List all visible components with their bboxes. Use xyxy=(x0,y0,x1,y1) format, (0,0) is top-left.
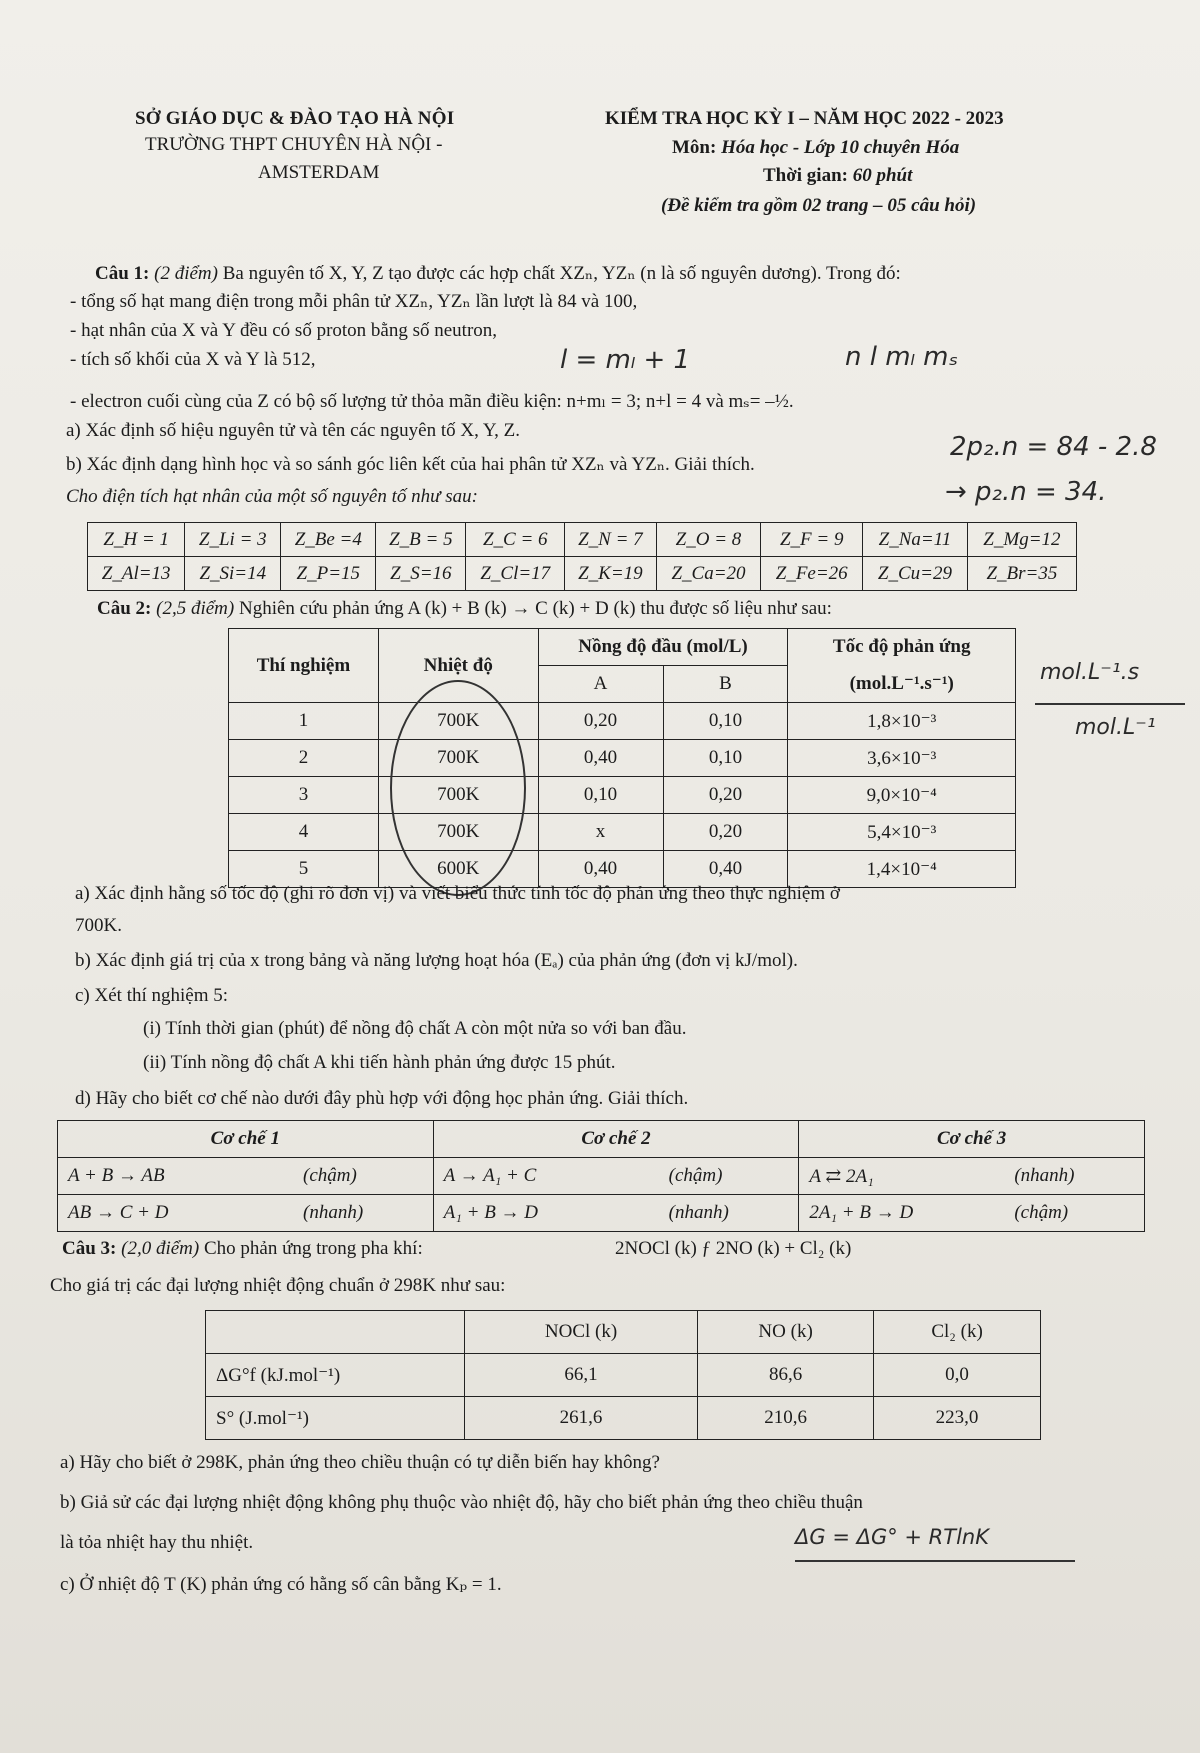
q1-part-b: b) Xác định dạng hình học và so sánh góc liên kết của hai phân tử XZₙ và YZₙ. Giải thích. xyxy=(66,454,755,475)
handwritten-note-5: mol.L⁻¹.s xyxy=(1040,660,1140,685)
q1-bullet-2: - hạt nhân của X và Y đều có số proton bằng số neutron, xyxy=(70,320,498,341)
table-header-row xyxy=(206,1311,1041,1354)
table-row xyxy=(88,523,1077,557)
mech-2-rate-2: (nhanh) xyxy=(659,1195,799,1232)
exam-title: KIỂM TRA HỌC KỲ I – NĂM HỌC 2022 - 2023 xyxy=(605,108,1004,129)
table-cell: Z_Fe=26 xyxy=(761,557,863,591)
mech-2-title: Cơ chế 2 xyxy=(433,1121,799,1158)
col-temp: Nhiệt độ xyxy=(378,629,538,703)
table-cell: 0,20 xyxy=(538,703,663,740)
q3-label: Câu 3: xyxy=(62,1238,117,1259)
table-row xyxy=(58,1195,1145,1232)
thermo-corner xyxy=(206,1311,465,1354)
table-cell: Z_O = 8 xyxy=(656,523,761,557)
table-cell: x xyxy=(538,814,663,851)
thermo-table xyxy=(205,1310,1041,1440)
mech-3-rate-1: (nhanh) xyxy=(1004,1158,1144,1195)
table-cell: Z_Mg=12 xyxy=(967,523,1076,557)
table-cell: 3,6×10⁻³ xyxy=(788,740,1016,777)
q3-part-c: c) Ở nhiệt độ T (K) phản ứng có hằng số cân bằng Kₚ = 1. xyxy=(60,1574,502,1595)
table-cell: 210,6 xyxy=(698,1397,874,1440)
table-row xyxy=(229,851,1016,888)
table-cell: 5,4×10⁻³ xyxy=(788,814,1016,851)
mech-3-rate-2: (chậm) xyxy=(1004,1195,1144,1232)
q2-intro-text: Nghiên cứu phản ứng A (k) + B (k) → C (k) + D (k) thu được số liệu như sau: xyxy=(238,598,832,619)
table-cell: 223,0 xyxy=(874,1397,1041,1440)
table-cell: 0,10 xyxy=(538,777,663,814)
table-row xyxy=(206,1397,1041,1440)
handwritten-note-3: 2p₂.n = 84 - 2.8 xyxy=(950,432,1157,462)
q1-intro xyxy=(95,262,901,285)
table-cell: 2 xyxy=(229,740,379,777)
mech-2-rate-1: (chậm) xyxy=(659,1158,799,1195)
q3-given: Cho giá trị các đại lượng nhiệt động chuẩn ở 298K như sau: xyxy=(50,1275,506,1296)
handwritten-fraction-bar xyxy=(1035,703,1185,705)
q1-bullet-4: - electron cuối cùng của Z có bộ số lượng tử thỏa mãn điều kiện: n+mₗ = 3; n+l = 4 và mₛ= –½. xyxy=(70,391,794,412)
exam-note: (Đề kiểm tra gồm 02 trang – 05 câu hỏi) xyxy=(661,195,977,216)
table-cell: 700K xyxy=(378,777,538,814)
time-label: Thời gian: xyxy=(763,165,848,186)
mech-1-step-1: A + B → AB xyxy=(58,1158,294,1195)
q2-part-c-ii: (ii) Tính nồng độ chất A khi tiến hành phản ứng được 15 phút. xyxy=(143,1052,616,1073)
table-cell: 1 xyxy=(229,703,379,740)
table-cell: Z_Cu=29 xyxy=(863,557,968,591)
col-conc: Nồng độ đầu (mol/L) xyxy=(538,629,788,666)
table-cell: Z_F = 9 xyxy=(761,523,863,557)
row-label-dg: ΔG°f (kJ.mol⁻¹) xyxy=(206,1354,465,1397)
table-cell: 700K xyxy=(378,703,538,740)
atomic-number-table xyxy=(87,522,1077,591)
col-exp: Thí nghiệm xyxy=(229,629,379,703)
handwritten-note-2: n l mₗ mₛ xyxy=(845,342,959,372)
table-cell: 0,20 xyxy=(663,777,788,814)
time-line xyxy=(763,165,912,187)
q2-part-b: b) Xác định giá trị của x trong bảng và năng lượng hoạt hóa (Eₐ) của phản ứng (đơn vị kJ/mol). xyxy=(75,950,798,971)
subject-line xyxy=(672,137,959,159)
q3-intro-text: Cho phản ứng trong pha khí: xyxy=(203,1238,423,1259)
q3-part-b: b) Giả sử các đại lượng nhiệt động không phụ thuộc vào nhiệt độ, hãy cho biết phản ứng theo chiều thuận xyxy=(60,1492,863,1513)
q2-intro xyxy=(97,598,832,620)
q3-reaction: 2NOCl (k) ƒ 2NO (k) + Cl₂ (k) xyxy=(615,1238,852,1259)
table-cell: 5 xyxy=(229,851,379,888)
table-row xyxy=(229,740,1016,777)
table-cell: 1,4×10⁻⁴ xyxy=(788,851,1016,888)
table-cell: Z_Be =4 xyxy=(281,523,376,557)
mech-2-step-2: A₁ + B → D xyxy=(433,1195,659,1232)
mech-1-title: Cơ chế 1 xyxy=(58,1121,434,1158)
q1-part-a: a) Xác định số hiệu nguyên tử và tên các nguyên tố X, Y, Z. xyxy=(66,420,521,441)
table-cell: Z_S=16 xyxy=(376,557,466,591)
table-cell: 0,20 xyxy=(663,814,788,851)
q2-part-c: c) Xét thí nghiệm 5: xyxy=(75,985,229,1006)
table-header-row xyxy=(58,1121,1145,1158)
table-cell: Z_Br=35 xyxy=(967,557,1076,591)
table-cell: 66,1 xyxy=(465,1354,698,1397)
table-cell: 261,6 xyxy=(465,1397,698,1440)
table-cell: Z_Si=14 xyxy=(185,557,281,591)
table-cell: Z_Li = 3 xyxy=(185,523,281,557)
subject-label: Môn: xyxy=(672,137,717,158)
table-cell: 0,40 xyxy=(538,851,663,888)
table-cell: Z_K=19 xyxy=(565,557,656,591)
table-cell: Z_B = 5 xyxy=(376,523,466,557)
table-row xyxy=(206,1354,1041,1397)
col-cl2: Cl₂ (k) xyxy=(874,1311,1041,1354)
q3-intro xyxy=(62,1238,423,1260)
school-name-2: AMSTERDAM xyxy=(258,162,380,183)
q1-label: Câu 1: xyxy=(95,263,150,284)
table-cell: 0,10 xyxy=(663,740,788,777)
handwritten-note-1: l = mₗ + 1 xyxy=(560,345,691,375)
table-cell: 0,40 xyxy=(663,851,788,888)
mech-1-step-2: AB → C + D xyxy=(58,1195,294,1232)
table-cell: Z_H = 1 xyxy=(88,523,185,557)
school-name: TRƯỜNG THPT CHUYÊN HÀ NỘI - xyxy=(145,134,443,155)
col-rate: Tốc độ phản ứng xyxy=(788,629,1016,666)
mechanism-table xyxy=(57,1120,1145,1232)
q2-part-a-cont: 700K. xyxy=(75,915,122,936)
q3-points: (2,0 điểm) xyxy=(121,1238,200,1259)
hand-drawn-oval xyxy=(390,680,526,896)
row-label-s: S° (J.mol⁻¹) xyxy=(206,1397,465,1440)
table-cell: Z_Al=13 xyxy=(88,557,185,591)
table-row xyxy=(229,777,1016,814)
mech-3-title: Cơ chế 3 xyxy=(799,1121,1145,1158)
table-cell: Z_P=15 xyxy=(281,557,376,591)
table-row xyxy=(58,1158,1145,1195)
table-cell: Z_C = 6 xyxy=(466,523,565,557)
time-value: 60 phút xyxy=(852,165,913,186)
q2-part-c-i: (i) Tính thời gian (phút) để nồng độ chất A còn một nửa so với ban đầu. xyxy=(143,1018,687,1039)
mech-2-step-1: A → A₁ + C xyxy=(433,1158,659,1195)
col-a: A xyxy=(538,666,663,703)
q3-part-a: a) Hãy cho biết ở 298K, phản ứng theo chiều thuận có tự diễn biến hay không? xyxy=(60,1452,660,1473)
table-cell: Z_Na=11 xyxy=(863,523,968,557)
table-cell: 600K xyxy=(378,851,538,888)
col-rate-unit: (mol.L⁻¹.s⁻¹) xyxy=(788,666,1016,703)
dept-title: SỞ GIÁO DỤC & ĐÀO TẠO HÀ NỘI xyxy=(135,108,455,129)
q1-points: (2 điểm) xyxy=(154,263,218,284)
q2-part-d: d) Hãy cho biết cơ chế nào dưới đây phù hợp với động học phản ứng. Giải thích. xyxy=(75,1088,689,1109)
table-cell: 0,10 xyxy=(663,703,788,740)
table-cell: 700K xyxy=(378,814,538,851)
handwritten-note-4: → p₂.n = 34. xyxy=(945,477,1107,507)
table-row xyxy=(229,703,1016,740)
handwritten-note-7: ΔG = ΔG° + RTlnK xyxy=(795,1525,990,1549)
q2-part-a: a) Xác định hằng số tốc độ (ghi rõ đơn vị) và viết biểu thức tính tốc độ phản ứng theo thực nghiệm ở xyxy=(75,883,840,904)
q1-bullet-1: - tổng số hạt mang điện trong mỗi phân tử XZₙ, YZₙ lần lượt là 84 và 100, xyxy=(70,291,638,312)
table-cell: 0,0 xyxy=(874,1354,1041,1397)
table-row xyxy=(229,814,1016,851)
table-cell: 0,40 xyxy=(538,740,663,777)
table-cell: Z_Ca=20 xyxy=(656,557,761,591)
mech-1-rate-2: (nhanh) xyxy=(293,1195,433,1232)
table-cell: Z_N = 7 xyxy=(565,523,656,557)
mech-3-step-1: A ⇄ 2A₁ xyxy=(799,1158,1005,1195)
table-cell: 4 xyxy=(229,814,379,851)
mech-3-step-2: 2A₁ + B → D xyxy=(799,1195,1005,1232)
q3-part-b-cont: là tỏa nhiệt hay thu nhiệt. xyxy=(60,1532,254,1553)
q2-points: (2,5 điểm) xyxy=(156,598,235,619)
table-cell: 9,0×10⁻⁴ xyxy=(788,777,1016,814)
mech-1-rate-1: (chậm) xyxy=(293,1158,433,1195)
table-cell: 86,6 xyxy=(698,1354,874,1397)
q1-intro-text: Ba nguyên tố X, Y, Z tạo được các hợp chất XZₙ, YZₙ (n là số nguyên dương). Trong đó: xyxy=(222,263,901,284)
col-b: B xyxy=(663,666,788,703)
table-row xyxy=(88,557,1077,591)
table-header-row xyxy=(229,629,1016,666)
col-nocl: NOCl (k) xyxy=(465,1311,698,1354)
col-no: NO (k) xyxy=(698,1311,874,1354)
rate-table xyxy=(228,628,1016,888)
table-cell: 700K xyxy=(378,740,538,777)
q1-given: Cho điện tích hạt nhân của một số nguyên tố như sau: xyxy=(66,486,478,507)
q1-bullet-3: - tích số khối của X và Y là 512, xyxy=(70,349,316,370)
handwritten-underline xyxy=(795,1560,1075,1562)
table-cell: 1,8×10⁻³ xyxy=(788,703,1016,740)
table-cell: Z_Cl=17 xyxy=(466,557,565,591)
table-cell: 3 xyxy=(229,777,379,814)
handwritten-note-6: mol.L⁻¹ xyxy=(1075,715,1156,740)
q2-label: Câu 2: xyxy=(97,598,152,619)
subject-value: Hóa học - Lớp 10 chuyên Hóa xyxy=(721,137,960,158)
